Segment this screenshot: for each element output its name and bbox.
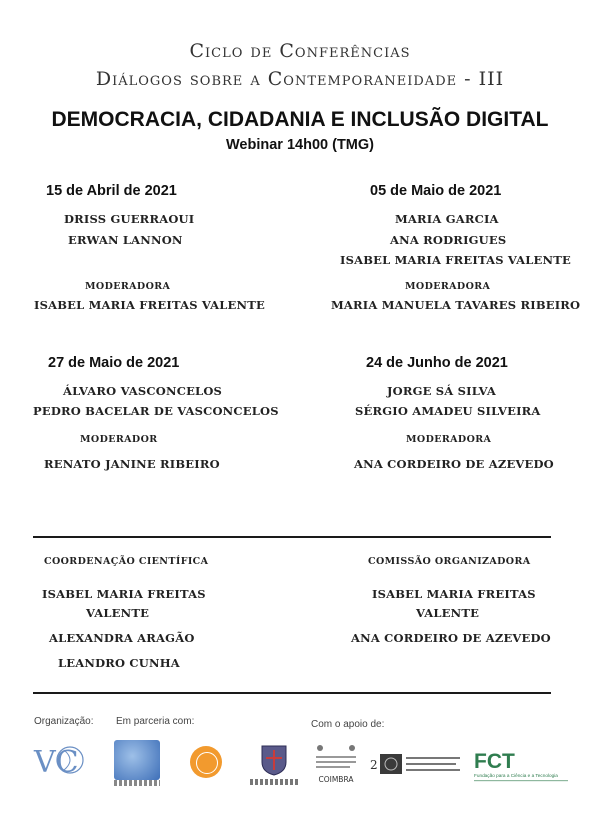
vc-logo (32, 738, 104, 782)
partner-label: Em parceria com: (116, 716, 195, 727)
session-3-role: MODERADOR (80, 434, 158, 445)
fct-logo (474, 748, 570, 784)
session-4-moderator: ANA CORDEIRO DE AZEVEDO (354, 457, 554, 471)
session-3-speaker-2: PEDRO BACELAR DE VASCONCELOS (33, 404, 279, 418)
session-2-date: 05 de Maio de 2021 (370, 183, 502, 199)
session-4-date: 24 de Junho de 2021 (366, 355, 508, 371)
session-4-speaker-1: JORGE SÁ SILVA (387, 384, 496, 398)
coordination-name-3: ALEXANDRA ARAGÃO (49, 631, 195, 645)
organizing-name-2: VALENTE (416, 606, 480, 620)
main-title: DEMOCRACIA, CIDADANIA E INCLUSÃO DIGITAL (51, 108, 549, 131)
partner-crest-logo (258, 744, 290, 776)
session-2-speaker-1: MARIA GARCIA (395, 212, 499, 226)
organizing-heading: COMISSÃO ORGANIZADORA (368, 556, 531, 567)
partner-logo-blue (114, 740, 160, 780)
svg-text:FCT: FCT (474, 750, 515, 773)
session-2-moderator: MARIA MANUELA TAVARES RIBEIRO (331, 298, 581, 312)
session-1-speaker-2: ERWAN LANNON (68, 233, 183, 247)
session-3-moderator: RENATO JANINE RIBEIRO (44, 457, 220, 471)
session-1-moderator: ISABEL MARIA FREITAS VALENTE (34, 298, 265, 312)
partner-logo-caption (114, 780, 160, 786)
coimbra-logo (312, 742, 360, 786)
session-2-role: MODERADORA (405, 281, 491, 292)
svg-text:VC: VC (34, 745, 79, 780)
session-3-speaker-1: ÁLVARO VASCONCELOS (63, 384, 223, 398)
session-1-role: MODERADORA (85, 281, 171, 292)
organization-label: Organização: (34, 716, 94, 727)
svg-text:Fundação para a Ciência e a Te: Fundação para a Ciência e a Tecnologia (474, 773, 558, 778)
session-3-date: 27 de Maio de 2021 (48, 355, 180, 371)
support-label: Com o apoio de: (311, 719, 385, 730)
coordination-name-2: VALENTE (86, 606, 150, 620)
partner-logo-orange (190, 746, 222, 778)
session-4-role: MODERADORA (406, 434, 492, 445)
session-1-speaker-1: DRISS GUERRAOUI (64, 212, 195, 226)
coordination-name-4: LEANDRO CUNHA (58, 656, 180, 670)
coordination-heading: COORDENAÇÃO CIENTÍFICA (44, 556, 209, 567)
divider-bottom (33, 692, 551, 694)
logo-number: 2 (370, 758, 378, 772)
divider-top (33, 536, 551, 538)
coordination-name-1: ISABEL MARIA FREITAS (42, 587, 206, 601)
webinar-time: Webinar 14h00 (TMG) (226, 137, 374, 153)
organizing-name-1: ISABEL MARIA FREITAS (372, 587, 536, 601)
series-subtitle: Diálogos sobre a Contemporaneidade - III (95, 68, 505, 90)
session-2-speaker-3: ISABEL MARIA FREITAS VALENTE (340, 253, 571, 267)
series-title: Ciclo de Conferências (189, 40, 411, 62)
ces-logo (380, 754, 462, 774)
partner-crest-caption (250, 779, 298, 785)
session-4-speaker-2: SÉRGIO AMADEU SILVEIRA (355, 404, 541, 418)
session-1-date: 15 de Abril de 2021 (46, 183, 177, 199)
organizing-name-3: ANA CORDEIRO DE AZEVEDO (351, 631, 551, 645)
svg-text:COIMBRA: COIMBRA (318, 775, 354, 784)
session-2-speaker-2: ANA RODRIGUES (390, 233, 507, 247)
